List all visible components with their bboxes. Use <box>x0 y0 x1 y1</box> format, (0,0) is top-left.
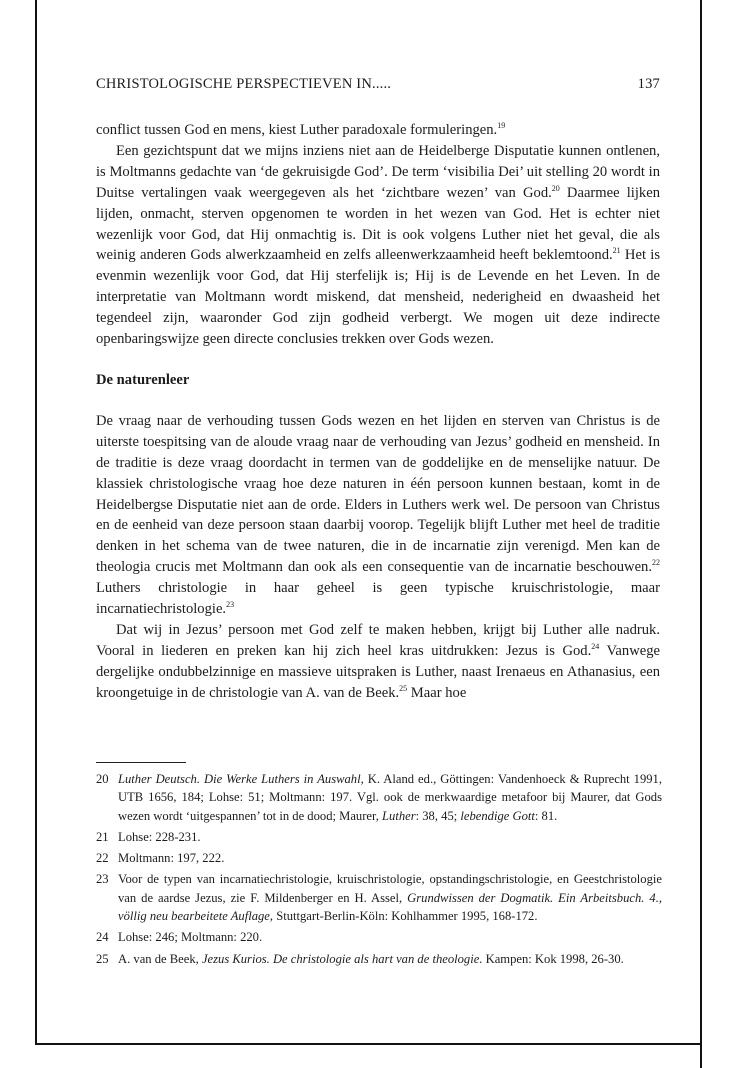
paragraph-1: conflict tussen God en mens, kiest Luther paradoxale formuleringen.$^{19}$ <box>96 121 506 138</box>
footnote-text: Moltmann: 197, 222. <box>118 851 225 866</box>
footnote-25 <box>96 950 662 968</box>
footnote-ref[interactable]: 23 <box>226 600 235 610</box>
footnote-ref[interactable]: 19 <box>497 121 506 130</box>
footnote-text: Luther Deutsch. Die Werke Luthers in Auswahl, K. Aland ed., Göttingen: Vandenhoeck & Ruprecht 1991, UTB 1656, 184; Lohse: 51; Moltmann: 197. Vgl. ook de merkwaardige metafoor bij Maurer, dat Gods wezen wordt ‘uitgespannen’ tot in de dood; Maurer, Luther: 38, 45; lebendige Gott: 81. <box>118 772 662 823</box>
running-title: CHRISTOLOGISCHE PERSPECTIEVEN IN..... <box>96 76 392 92</box>
footnote-ref[interactable]: 24 <box>591 641 600 651</box>
footnote-ref[interactable]: 20 <box>551 183 560 193</box>
footnote-ref[interactable]: 21 <box>612 246 621 256</box>
page-edge-right <box>700 0 702 1068</box>
paragraph-3: De vraag naar de verhouding tussen Gods wezen en het lijden en sterven van Christus is de uiterste toespitsing van de aloude vraag naar de verhouding van Jezus’ godheid en mensheid. In de traditie is deze vraag doordacht in termen van de goddelijke en de menselijke natuur. De klassiek christologische vraag hoe deze naturen in één persoon kunnen bestaan, komt in de Heidelbergse Disputatie niet aan de orde. Elders in Luthers werk wel. De persoon van Christus en de eenheid van deze persoon staan daarbij voorop. Tegelijk blijft Luther met heel de traditie denken in het schema van de twee naturen, die in de incarnatie zijn verenigd. Men kan de theologia crucis met Moltmann dan ook als een consequentie van de incarnatie beschouwen.$^{22}$ Luthers christologie in haar geheel is geen typische kruischristologie, maar incarnatiechristologie.$^{23}$ <box>96 412 660 618</box>
footnote-separator <box>96 762 186 763</box>
footnote-number: 25 <box>96 951 109 966</box>
paragraph-2: Een gezichtspunt dat we mijns inziens niet aan de Heidelberge Disputatie kunnen ontlenen, is Moltmanns gedachte van ‘de gekruisigde God’. De term ‘visibilia Dei’ uit stelling 20 wordt in Duitse vertalingen vaak weergegeven als het ‘zichtbare wezen’ van God.$^{20}$ Daarmee lijken lijden, onmacht, sterven opgenomen te worden in het wezen van God. Het is echter niet wezenlijk voor God, dat Hij onmachtig is. Dit is ook volgens Luther niet het geval, die als weinig anderen Gods alwerkzaamheid en zelfs alleenwerkzaamheid heeft beklemtoond.$^{21}$ Het is evenmin wezenlijk voor God, dat Hij sterfelijk is; Hij is de Levende en het Leven. In de interpretatie van Moltmann wordt miskend, dat mensheid, nederigheid en dwaasheid het tegendeel zijn, waaronder God zijn godheid verbergt. We mogen uit deze indirecte openbaringswijze geen directe conclusies trekken over Gods wezen. <box>96 142 660 348</box>
page-edge-left <box>35 0 37 1045</box>
footnote-text: Voor de typen van incarnatiechristologie, kruischristologie, opstandingschristologie, en Geestchristologie van de aardse Jezus, zie F. Mildenberger en H. Assel, Grundwissen der Dogmatik. Ein Arbeitsbuch. 4., völlig neu bearbeitete Auflage, Stuttgart-Berlin-Köln: Kohlhammer 1995, 168-172. <box>118 872 662 924</box>
footnote-20 <box>96 770 662 825</box>
footnote-text: Lohse: 246; Moltmann: 220. <box>118 930 263 945</box>
footnote-24 <box>96 928 662 946</box>
page-edge-bottom <box>35 1043 701 1045</box>
page-number: 137 <box>637 76 660 92</box>
running-header <box>96 76 660 93</box>
footnote-number: 20 <box>96 772 109 786</box>
footnote-ref[interactable]: 25 <box>399 683 408 693</box>
footnote-22 <box>96 849 662 867</box>
footnote-23 <box>96 870 662 925</box>
footnote-text: Lohse: 228-231. <box>118 829 201 844</box>
paragraph-4: Dat wij in Jezus’ persoon met God zelf te maken hebben, krijgt bij Luther alle nadruk. Vooral in liederen en preken kan hij zich heel kras uitdrukken: Jezus is God.$^{24}$ Vanwege dergelijke ondubbelzinnige en massieve uitspraken is Luther, naast Irenaeus en Athanasius, een kroongetuige in de christologie van A. van de Beek.$^{25}$ Maar hoe <box>96 621 660 701</box>
footnote-ref[interactable]: 22 <box>652 558 660 568</box>
footnote-number: 23 <box>96 872 109 887</box>
footnote-text: A. van de Beek, Jezus Kurios. De christologie als hart van de theologie. Kampen: Kok 1998, 26-30. <box>118 951 624 966</box>
footnote-number: 22 <box>96 851 109 866</box>
footnote-number: 24 <box>96 930 109 945</box>
footnotes <box>96 770 662 971</box>
section-heading: De naturenleer <box>96 371 190 388</box>
body-text <box>96 120 660 704</box>
footnote-number: 21 <box>96 829 109 844</box>
footnote-21 <box>96 828 662 846</box>
